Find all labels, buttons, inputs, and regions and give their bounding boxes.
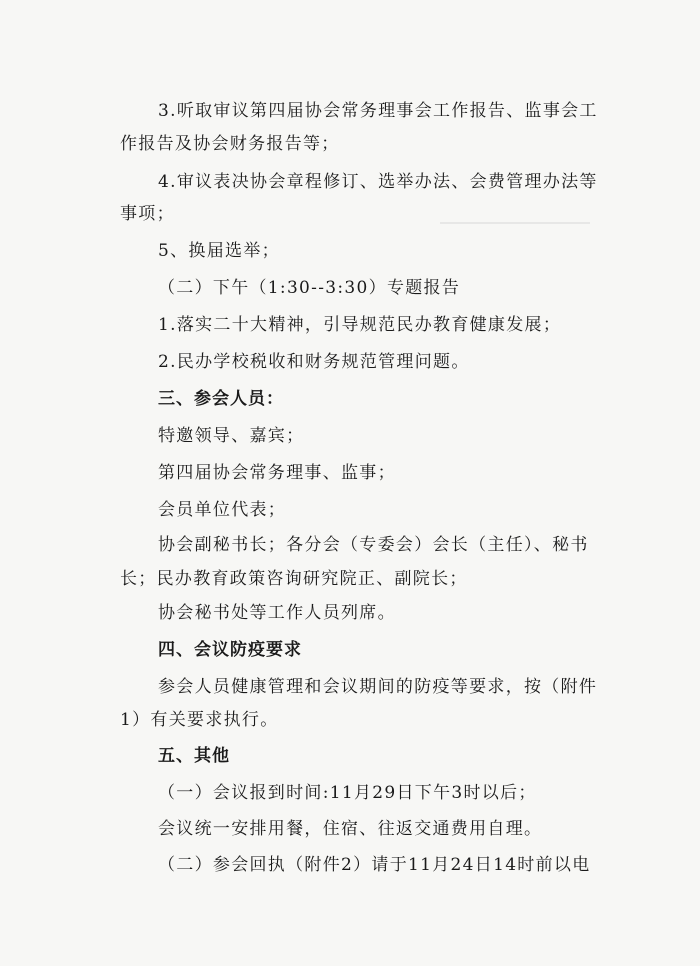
paragraph-line: 协会副秘书长；各分会（专委会）会长（主任）、秘书 — [158, 535, 589, 555]
paragraph-line: 长；民办教育政策咨询研究院正、副院长； — [120, 569, 468, 589]
paragraph-line: 会员单位代表； — [158, 500, 287, 520]
paragraph-line: 协会秘书处等工作人员列席。 — [158, 603, 396, 623]
paragraph-line: （一）会议报到时间:11月29日下午3时以后； — [158, 783, 537, 803]
paragraph-line: 3.听取审议第四届协会常务理事会工作报告、监事会工 — [158, 101, 598, 121]
bleed-through-rule — [440, 222, 590, 224]
paragraph-line: （二）参会回执（附件2）请于11月24日14时前以电 — [158, 855, 591, 875]
paragraph-line: 第四届协会常务理事、监事； — [158, 463, 396, 483]
paragraph-line: 2.民办学校税收和财务规范管理问题。 — [158, 352, 470, 372]
section-heading: 四、会议防疫要求 — [158, 640, 302, 660]
section-heading: 五、其他 — [158, 746, 230, 766]
paragraph-line: 1）有关要求执行。 — [120, 710, 279, 730]
paragraph-line: 事项； — [120, 204, 175, 224]
paragraph-line: 作报告及协会财务报告等； — [120, 134, 340, 154]
paragraph-line: 参会人员健康管理和会议期间的防疫等要求，按（附件 — [158, 677, 598, 697]
paragraph-line: 1.落实二十大精神，引导规范民办教育健康发展； — [158, 315, 562, 335]
paragraph-line: 会议统一安排用餐，住宿、往返交通费用自理。 — [158, 819, 543, 839]
paragraph-line: （二）下午（1:30--3:30）专题报告 — [158, 278, 461, 298]
section-heading: 三、参会人员： — [158, 389, 284, 409]
paragraph-line: 5、换届选举； — [158, 241, 280, 261]
paragraph-line: 特邀领导、嘉宾； — [158, 426, 305, 446]
paragraph-line: 4.审议表决协会章程修订、选举办法、会费管理办法等 — [158, 172, 598, 192]
